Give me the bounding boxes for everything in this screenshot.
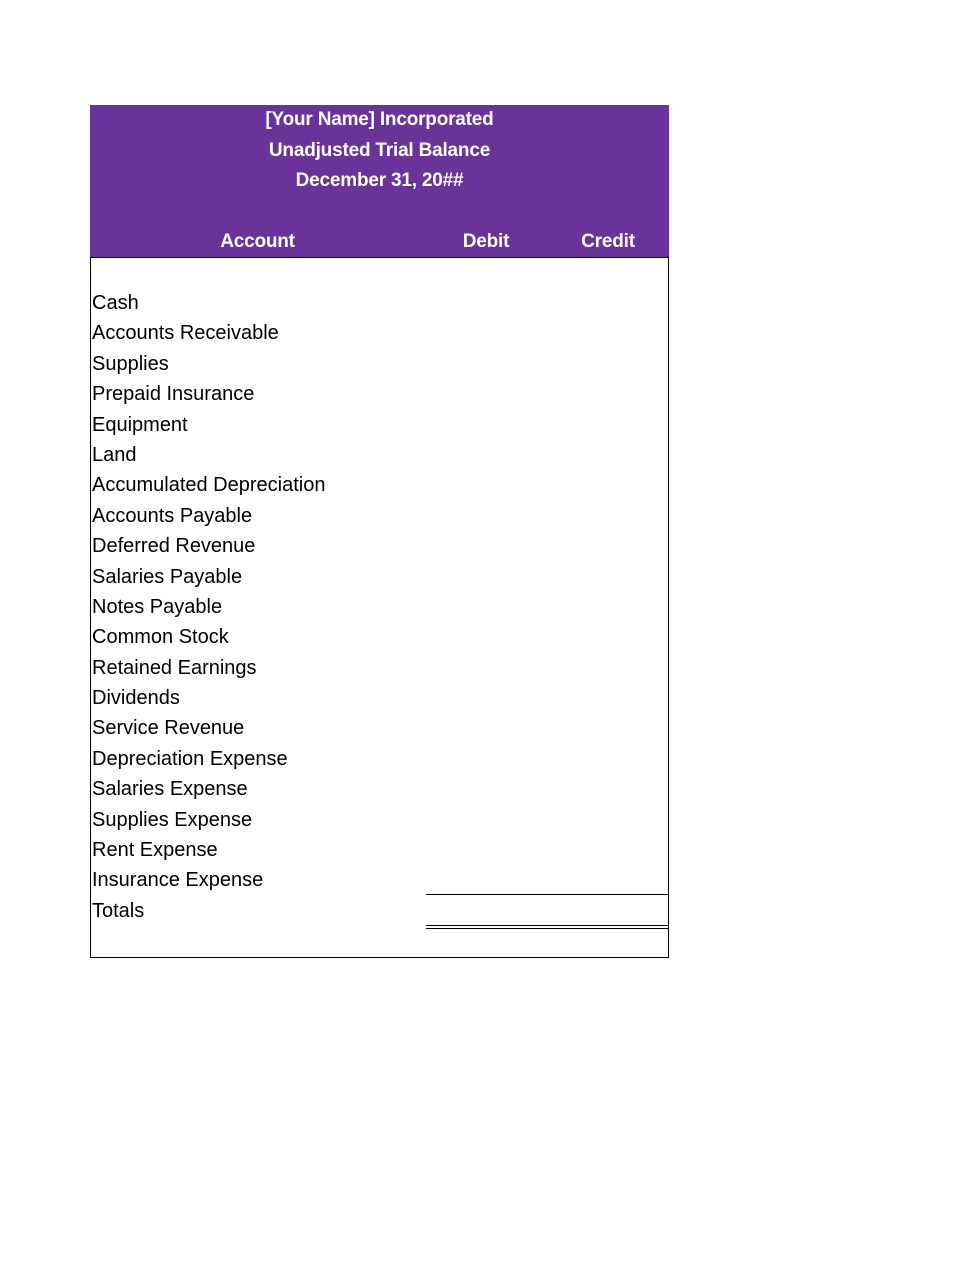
account-row[interactable]: Retained Earnings: [92, 656, 257, 679]
account-list: [91, 288, 325, 896]
account-row[interactable]: Insurance Expense: [92, 869, 264, 892]
account-row[interactable]: Service Revenue: [92, 717, 245, 740]
account-row[interactable]: Common Stock: [92, 626, 229, 649]
account-row[interactable]: Supplies: [92, 352, 169, 375]
account-row[interactable]: Prepaid Insurance: [92, 383, 255, 406]
report-title: Unadjusted Trial Balance: [268, 140, 491, 161]
column-header-debit: Debit: [462, 231, 510, 252]
totals-double-rule: [426, 925, 669, 929]
column-header-credit: Credit: [581, 231, 635, 252]
account-row[interactable]: Rent Expense: [92, 839, 218, 862]
account-row[interactable]: Cash: [92, 292, 139, 314]
account-row[interactable]: Depreciation Expense: [92, 747, 288, 770]
account-row[interactable]: Land: [92, 443, 137, 466]
account-row[interactable]: Accumulated Depreciation: [92, 474, 326, 497]
account-row[interactable]: Accounts Payable: [92, 504, 253, 527]
company-name: [Your Name] Incorporated: [265, 109, 494, 130]
trial-balance-sheet: [90, 105, 669, 958]
account-row[interactable]: Salaries Payable: [92, 565, 243, 588]
account-row[interactable]: Equipment: [92, 413, 188, 436]
totals-label[interactable]: Totals: [92, 900, 145, 922]
account-row[interactable]: Dividends: [92, 687, 180, 710]
report-date: December 31, 20##: [295, 170, 464, 191]
account-row[interactable]: Deferred Revenue: [92, 535, 256, 558]
account-row[interactable]: Salaries Expense: [92, 778, 248, 801]
account-row[interactable]: Accounts Receivable: [92, 322, 279, 345]
report-header: [90, 105, 669, 257]
column-header-account: Account: [220, 231, 295, 252]
account-row[interactable]: Notes Payable: [92, 595, 223, 618]
subtotal-rule: [426, 894, 669, 895]
account-row[interactable]: Supplies Expense: [92, 808, 253, 831]
accounts-table-body: [90, 257, 669, 958]
